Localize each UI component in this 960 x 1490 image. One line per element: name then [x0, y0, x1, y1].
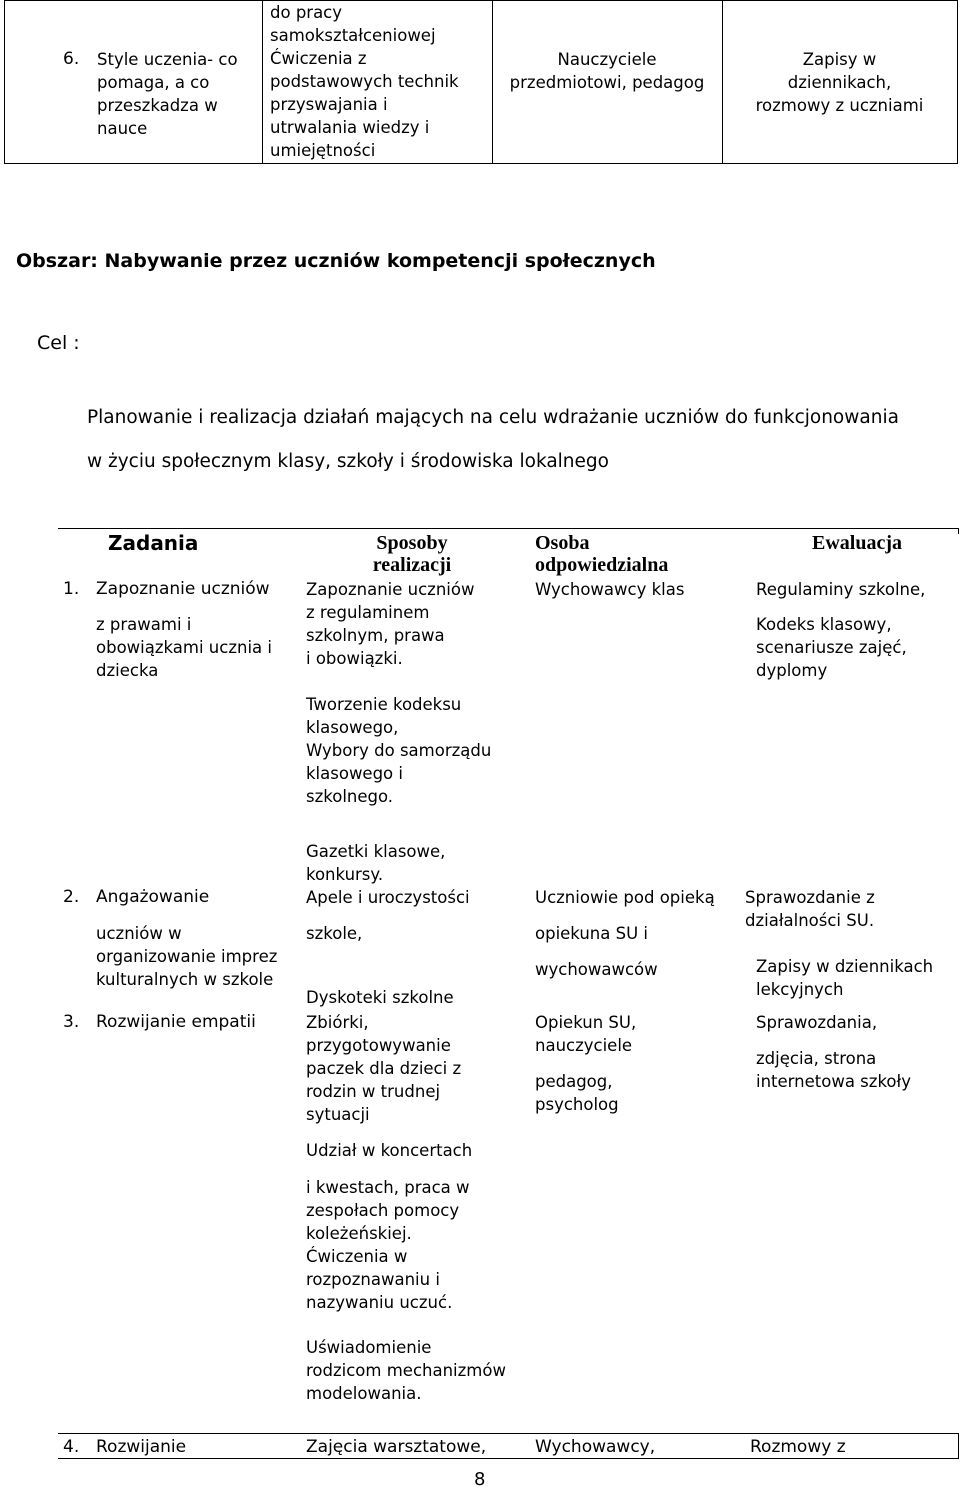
task1-evaluation-a: Regulaminy szkolne,	[756, 580, 926, 599]
goal-label: Cel :	[37, 332, 80, 354]
top-row-task: Style uczenia- co pomaga, a co przeszkadza w nauce	[97, 50, 238, 138]
task2-title: Angażowanie	[96, 887, 210, 907]
task2-description: uczniów w organizowanie imprez kulturalnych w szkole	[96, 924, 278, 989]
main-table-divider	[958, 528, 959, 534]
header-zadania: Zadania	[108, 531, 199, 555]
top-row-responsible: Nauczyciele przedmiotowi, pedagog	[509, 50, 705, 92]
main-table-border-top	[58, 528, 958, 529]
task2-responsible-a: Uczniowie pod opieką	[535, 888, 715, 907]
task2-methods-b: szkole,	[306, 924, 363, 943]
task2-responsible-b: opiekuna SU i	[535, 924, 649, 943]
task1-responsible: Wychowawcy klas	[535, 580, 685, 599]
task2-evaluation-a: Sprawozdanie z działalności SU.	[745, 888, 875, 930]
task3-methods-a: Zbiórki, przygotowywanie paczek dla dzieci z rodzin w trudnej sytuacji	[306, 1013, 462, 1124]
task3-evaluation-b: zdjęcia, strona internetowa szkoły	[756, 1049, 911, 1091]
task1-title: Zapoznanie uczniów	[96, 579, 270, 599]
task1-number: 1.	[63, 579, 80, 599]
main-table-row-divider	[58, 1433, 958, 1434]
top-row-methods: do pracy samokształceniowej Ćwiczenia z podstawowych technik przyswajania i utrwalania wiedzy i umiejętności	[270, 3, 459, 160]
task2-methods-a: Apele i uroczystości	[306, 888, 470, 907]
main-table-divider	[958, 1433, 959, 1459]
task3-responsible-b: pedagog, psycholog	[535, 1072, 619, 1114]
top-table-divider	[4, 0, 5, 164]
page-number: 8	[474, 1469, 486, 1490]
task3-methods-b: Udział w koncertach	[306, 1141, 473, 1160]
task4-evaluation: Rozmowy z	[750, 1437, 846, 1457]
task4-methods: Zajęcia warsztatowe,	[306, 1437, 487, 1457]
task2-methods-pre: Gazetki klasowe, konkursy.	[306, 842, 446, 884]
task4-number: 4.	[63, 1437, 80, 1457]
task2-evaluation-b: Zapisy w dziennikach lekcyjnych	[756, 957, 934, 999]
task3-title: Rozwijanie empatii	[96, 1012, 256, 1032]
task2-methods-c: Dyskoteki szkolne	[306, 988, 454, 1007]
goal-text-line-1: Planowanie i realizacja działań mających na celu wdrażanie uczniów do funkcjonowania	[87, 407, 899, 428]
top-table-divider	[262, 0, 263, 164]
header-ewaluacja: Ewaluacja	[812, 532, 902, 554]
task1-methods-a: Zapoznanie uczniów z regulaminem szkolnym, prawa i obowiązki.	[306, 580, 475, 668]
top-table-border-bottom	[4, 163, 958, 164]
task3-evaluation-a: Sprawozdania,	[756, 1013, 878, 1032]
task2-responsible-c: wychowawców	[535, 960, 658, 979]
task4-title: Rozwijanie	[96, 1437, 187, 1457]
task1-description: z prawami i obowiązkami ucznia i dziecka	[96, 615, 272, 680]
task3-methods-c: i kwestach, praca w zespołach pomocy koleżeńskiej. Ćwiczenia w rozpoznawaniu i nazywaniu uczuć.	[306, 1178, 470, 1312]
task3-number: 3.	[63, 1012, 80, 1032]
task3-methods-d: Uświadomienie rodzicom mechanizmów modelowania.	[306, 1338, 506, 1403]
task4-responsible: Wychowawcy,	[535, 1437, 656, 1457]
top-table-divider	[957, 0, 958, 164]
header-sposoby: Sposoby realizacji	[372, 532, 452, 576]
goal-text-line-2: w życiu społecznym klasy, szkoły i środowiska lokalnego	[87, 451, 609, 472]
header-osoba: Osoba odpowiedzialna	[535, 532, 669, 576]
top-row-number: 6.	[63, 49, 80, 69]
area-heading: Obszar: Nabywanie przez uczniów kompetencji społecznych	[16, 250, 656, 272]
task1-methods-b: Tworzenie kodeksu klasowego, Wybory do samorządu klasowego i szkolnego.	[306, 695, 492, 806]
top-row-evaluation: Zapisy w dziennikach, rozmowy z uczniami	[755, 50, 924, 115]
task1-evaluation-b: Kodeks klasowy, scenariusze zajęć, dyplomy	[756, 615, 907, 680]
task3-responsible-a: Opiekun SU, nauczyciele	[535, 1013, 637, 1055]
task2-number: 2.	[63, 887, 80, 907]
